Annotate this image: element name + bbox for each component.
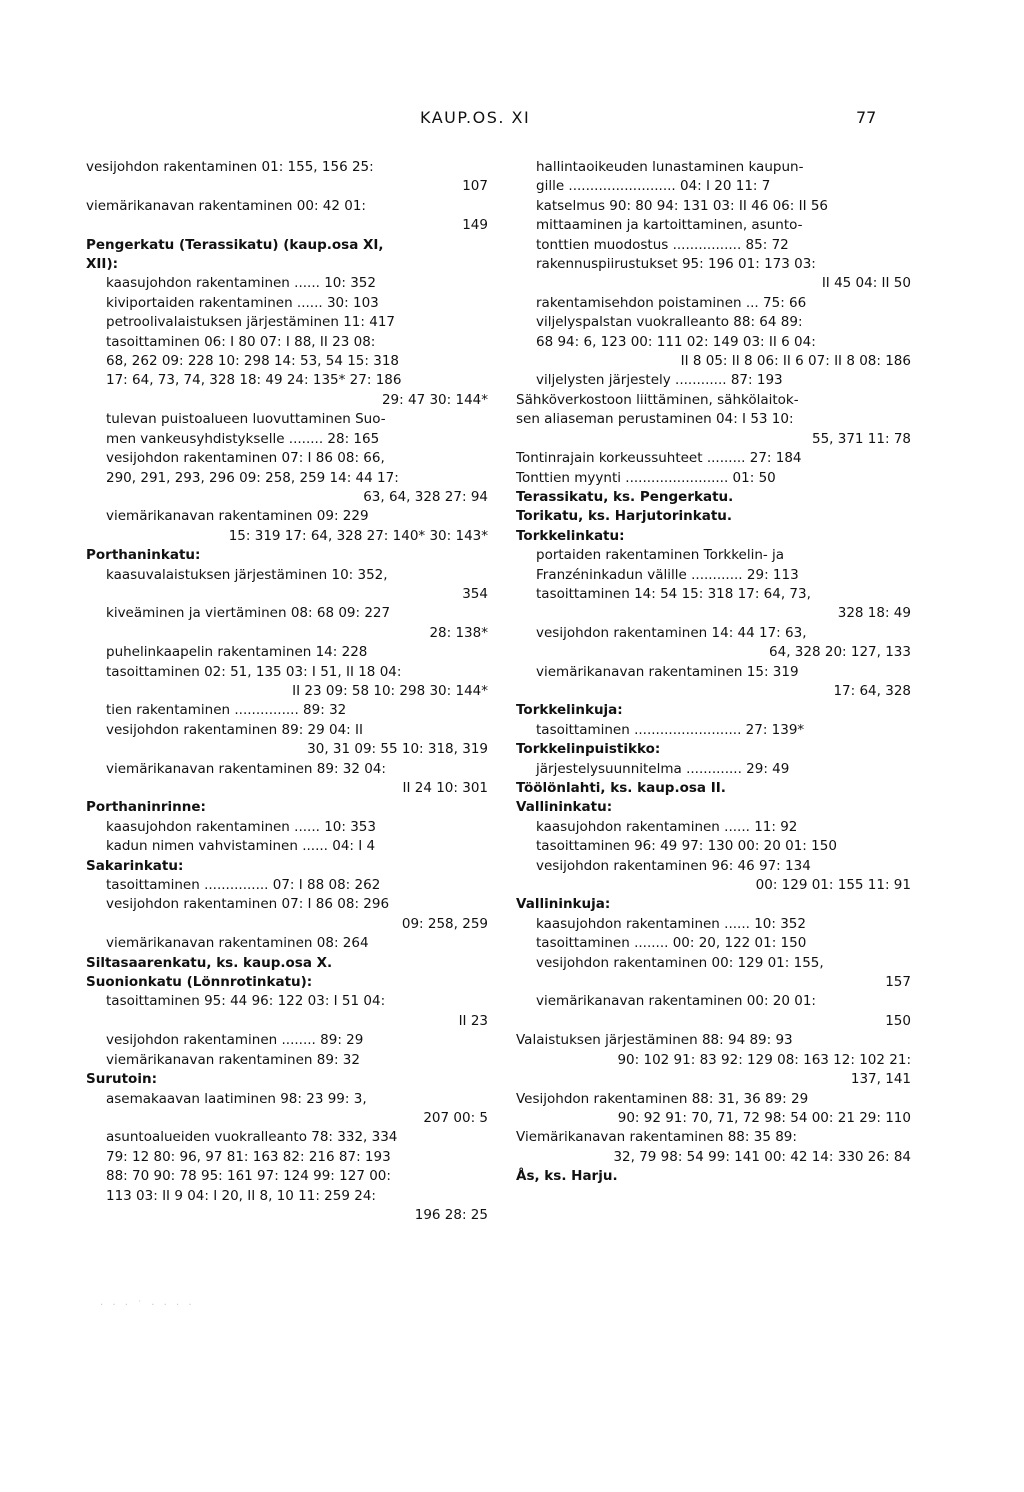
index-subentry: viemärikanavan rakentaminen 09: 229 — [106, 508, 369, 525]
index-heading: Torikatu, ks. Harjutorinkatu. — [516, 508, 733, 525]
index-entry: Viemärikanavan rakentaminen 88: 35 89: — [516, 1129, 797, 1146]
index-subentry: mittaaminen ja kartoittaminen, asunto- — [536, 217, 803, 234]
index-entry: vesijohdon rakentaminen 01: 155, 156 25: — [86, 159, 374, 175]
index-subentry: puhelinkaapelin rakentaminen 14: 228 — [106, 644, 368, 661]
index-heading: Sakarinkatu: — [86, 857, 184, 874]
index-heading: Vallininkatu: — [516, 799, 613, 816]
index-subentry: kaasujohdon rakentaminen ...... 10: 352 — [536, 915, 806, 932]
index-heading: Töölönlahti, ks. kaup.osa II. — [516, 780, 726, 796]
index-continuation: 32, 79 98: 54 99: 141 00: 42 14: 330 26: 84 — [613, 1148, 911, 1165]
index-continuation: 150 — [885, 1012, 911, 1029]
page-bleed-noise: · · · ˙ · · · · — [100, 1300, 195, 1311]
index-continuation: 30, 31 09: 55 10: 318, 319 — [307, 741, 488, 758]
index-continuation: II 23 — [458, 1012, 488, 1029]
index-subentry: tulevan puistoalueen luovuttaminen Suo- — [106, 411, 386, 428]
index-subentry: gille ......................... 04: I 20 11: 7 — [536, 178, 771, 195]
index-continuation: 29: 47 30: 144* — [381, 391, 488, 408]
index-subentry: 79: 12 80: 96, 97 81: 163 82: 216 87: 193 — [106, 1148, 391, 1165]
index-heading: Pengerkatu (Terassikatu) (kaup.osa XI, — [86, 236, 384, 253]
index-heading: Torkkelinpuistikko: — [516, 741, 661, 758]
index-entry: Sähköverkostoon liittäminen, sähkölaitok- — [516, 391, 799, 408]
index-subentry: viljelysten järjestely ............ 87: 193 — [536, 372, 783, 389]
index-subentry: tasoittaminen 06: I 80 07: I 88, II 23 08: — [106, 333, 376, 350]
index-subentry: viemärikanavan rakentaminen 15: 319 — [536, 663, 799, 680]
index-subentry: 68 94: 6, 123 00: 111 02: 149 03: II 6 04: — [536, 333, 816, 350]
index-subentry: kadun nimen vahvistaminen ...... 04: I 4 — [106, 838, 376, 855]
index-continuation: 107 — [462, 178, 488, 195]
index-column-left — [86, 158, 488, 1225]
index-subentry: kiveäminen ja viertäminen 08: 68 09: 227 — [106, 605, 391, 622]
index-continuation: II 24 10: 301 — [402, 780, 488, 796]
index-subentry: tasoittaminen ............... 07: I 88 08: 262 — [106, 877, 381, 894]
index-subentry: 17: 64, 73, 74, 328 18: 49 24: 135* 27: 186 — [106, 372, 402, 389]
index-subentry: tien rakentaminen ............... 89: 32 — [106, 702, 347, 719]
index-continuation: 90: 92 91: 70, 71, 72 98: 54 00: 21 29: 110 — [617, 1109, 911, 1126]
index-heading: Suonionkatu (Lönnrotinkatu): — [86, 974, 313, 991]
index-entry: Tonttien myynti ........................ 01: 50 — [516, 469, 776, 486]
index-continuation: 354 — [462, 585, 488, 602]
index-heading: Torkkelinkatu: — [516, 527, 625, 544]
index-subentry: 290, 291, 293, 296 09: 258, 259 14: 44 17: — [106, 469, 399, 486]
index-heading: Porthaninkatu: — [86, 547, 201, 564]
index-subentry: kaasujohdon rakentaminen ...... 11: 92 — [536, 818, 798, 835]
index-entry: sen aliaseman perustaminen 04: I 53 10: — [516, 411, 794, 428]
index-continuation: 00: 129 01: 155 11: 91 — [755, 877, 911, 894]
index-continuation: II 45 04: II 50 — [821, 275, 911, 292]
index-continuation: 149 — [462, 217, 488, 234]
index-heading: XII): — [86, 256, 119, 273]
index-subentry: tasoittaminen 14: 54 15: 318 17: 64, 73, — [536, 585, 811, 602]
index-subentry: vesijohdon rakentaminen 89: 29 04: II — [106, 721, 363, 738]
index-subentry: asuntoalueiden vuokralleanto 78: 332, 334 — [106, 1129, 398, 1146]
index-subentry: viljelyspalstan vuokralleanto 88: 64 89: — [536, 314, 803, 331]
index-subentry: Franzéninkadun välille ............ 29: 113 — [536, 566, 799, 583]
index-heading: Terassikatu, ks. Pengerkatu. — [516, 488, 734, 505]
index-column-right — [516, 158, 911, 1187]
index-subentry: kaasuvalaistuksen järjestäminen 10: 352, — [106, 566, 388, 583]
index-heading: Ås, ks. Harju. — [516, 1168, 618, 1185]
index-continuation: 196 28: 25 — [414, 1206, 488, 1223]
index-subentry: vesijohdon rakentaminen 07: I 86 08: 66, — [106, 450, 385, 467]
index-subentry: petroolivalaistuksen järjestäminen 11: 417 — [106, 314, 395, 331]
index-continuation: 63, 64, 328 27: 94 — [363, 488, 488, 505]
index-continuation: 137, 141 — [850, 1071, 911, 1088]
index-continuation: 55, 371 11: 78 — [811, 430, 911, 447]
index-heading: Porthaninrinne: — [86, 799, 206, 816]
index-continuation: 207 00: 5 — [423, 1109, 488, 1126]
index-subentry: katselmus 90: 80 94: 131 03: II 46 06: II 56 — [536, 197, 829, 214]
index-subentry: kiviportaiden rakentaminen ...... 30: 103 — [106, 294, 379, 311]
index-subentry: viemärikanavan rakentaminen 00: 20 01: — [536, 993, 816, 1010]
index-subentry: tasoittaminen ......................... 27: 139* — [536, 721, 805, 738]
index-subentry: vesijohdon rakentaminen ........ 89: 29 — [106, 1032, 364, 1049]
index-subentry: vesijohdon rakentaminen 14: 44 17: 63, — [536, 624, 807, 641]
index-continuation: 328 18: 49 — [837, 605, 911, 622]
index-heading: Vallininkuja: — [516, 896, 611, 913]
index-heading: Torkkelinkuja: — [516, 702, 623, 719]
index-subentry: järjestelysuunnitelma ............. 29: 49 — [536, 760, 790, 777]
index-subentry: kaasujohdon rakentaminen ...... 10: 353 — [106, 818, 376, 835]
index-subentry: tasoittaminen 96: 49 97: 130 00: 20 01: 150 — [536, 838, 837, 855]
index-continuation: 64, 328 20: 127, 133 — [769, 644, 911, 661]
index-subentry: tonttien muodostus ................ 85: 72 — [536, 236, 789, 253]
index-subentry: rakennuspiirustukset 95: 196 01: 173 03: — [536, 256, 816, 273]
index-subentry: vesijohdon rakentaminen 96: 46 97: 134 — [536, 857, 811, 874]
index-continuation: 28: 138* — [429, 624, 488, 641]
index-subentry: vesijohdon rakentaminen 07: I 86 08: 296 — [106, 896, 390, 913]
index-subentry: viemärikanavan rakentaminen 08: 264 — [106, 935, 369, 952]
index-continuation: II 23 09: 58 10: 298 30: 144* — [292, 682, 488, 699]
index-subentry: portaiden rakentaminen Torkkelin- ja — [536, 547, 785, 564]
index-entry: Tontinrajain korkeussuhteet ......... 27: 184 — [516, 450, 802, 467]
index-subentry: kaasujohdon rakentaminen ...... 10: 352 — [106, 275, 376, 292]
index-heading: Siltasaarenkatu, ks. kaup.osa X. — [86, 954, 333, 971]
index-entry: Vesijohdon rakentaminen 88: 31, 36 89: 29 — [516, 1090, 809, 1107]
index-subentry: rakentamisehdon poistaminen ... 75: 66 — [536, 294, 807, 311]
index-subentry: tasoittaminen 02: 51, 135 03: I 51, II 18 04: — [106, 663, 402, 680]
page-number: 77 — [856, 108, 877, 127]
index-subentry: men vankeusyhdistykselle ........ 28: 165 — [106, 430, 380, 447]
index-entry: Valaistuksen järjestäminen 88: 94 89: 93 — [516, 1032, 793, 1049]
index-continuation: 09: 258, 259 — [401, 915, 488, 932]
page-header — [0, 108, 1024, 132]
index-subentry: asemakaavan laatiminen 98: 23 99: 3, — [106, 1090, 367, 1107]
index-subentry: 88: 70 90: 78 95: 161 97: 124 99: 127 00: — [106, 1168, 391, 1185]
index-continuation: 157 — [885, 974, 911, 991]
index-subentry: vesijohdon rakentaminen 00: 129 01: 155, — [536, 954, 824, 971]
index-subentry: 68, 262 09: 228 10: 298 14: 53, 54 15: 318 — [106, 353, 400, 370]
index-subentry: hallintaoikeuden lunastaminen kaupun- — [536, 159, 804, 175]
index-entry: viemärikanavan rakentaminen 00: 42 01: — [86, 197, 366, 214]
index-subentry: 113 03: II 9 04: I 20, II 8, 10 11: 259 24: — [106, 1187, 376, 1204]
running-head: KAUP.OS. XI — [420, 108, 531, 127]
index-continuation: 17: 64, 328 — [833, 682, 911, 699]
index-subentry: tasoittaminen 95: 44 96: 122 03: I 51 04: — [106, 993, 386, 1010]
index-subentry: viemärikanavan rakentaminen 89: 32 — [106, 1051, 360, 1068]
index-continuation: 90: 102 91: 83 92: 129 08: 163 12: 102 21: — [617, 1051, 911, 1068]
index-continuation: II 8 05: II 8 06: II 6 07: II 8 08: 186 — [680, 353, 911, 370]
index-subentry: tasoittaminen ........ 00: 20, 122 01: 150 — [536, 935, 807, 952]
index-continuation: 15: 319 17: 64, 328 27: 140* 30: 143* — [228, 527, 488, 544]
index-heading: Surutoin: — [86, 1071, 157, 1088]
index-subentry: viemärikanavan rakentaminen 89: 32 04: — [106, 760, 386, 777]
